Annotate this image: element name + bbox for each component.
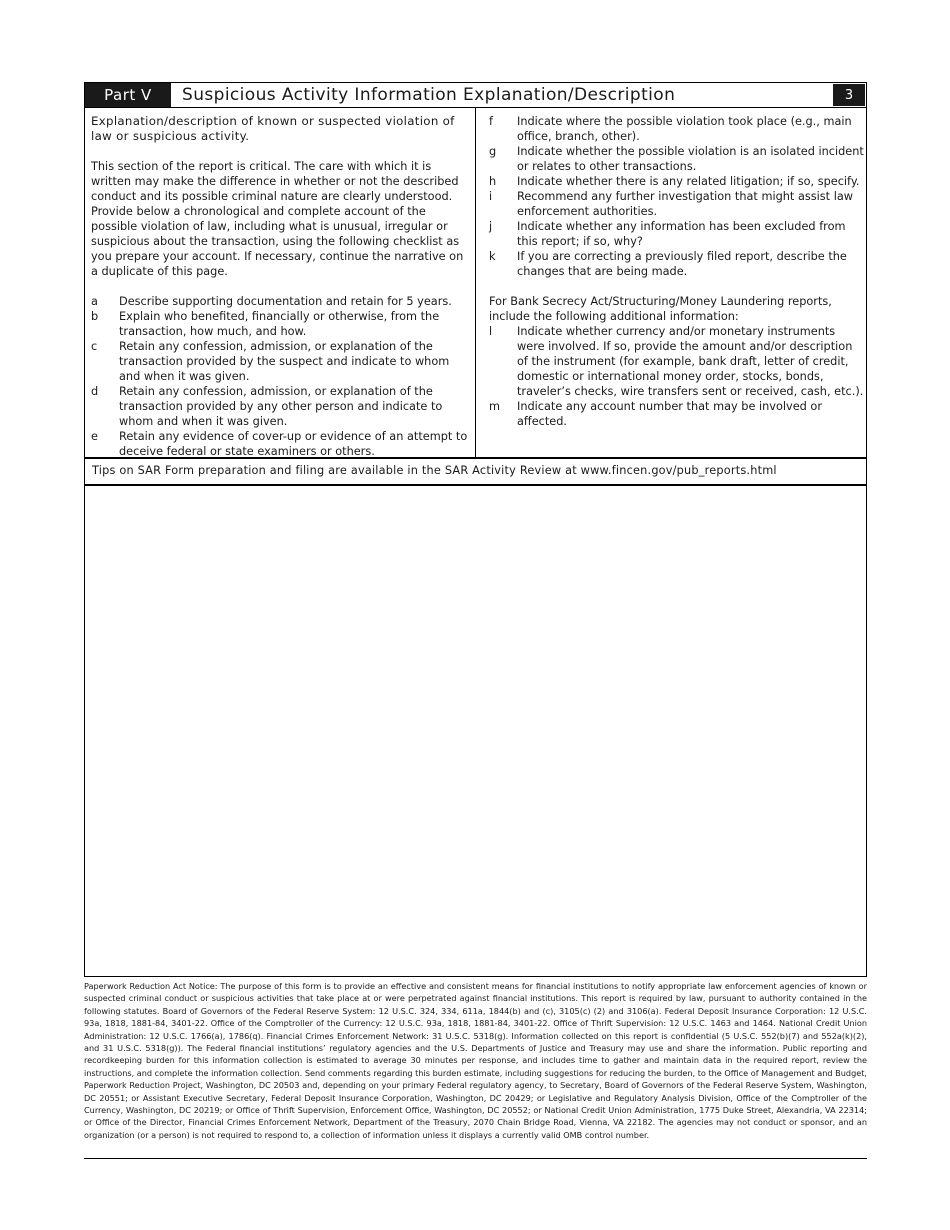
instructions-section	[84, 108, 867, 459]
item-letter: m	[489, 400, 501, 413]
intro-text: Explanation/description of known or suspected violation of law or suspicious activity.	[91, 114, 455, 143]
bottom-divider	[84, 1158, 867, 1159]
item-letter: a	[91, 295, 98, 308]
item-letter: l	[489, 325, 493, 338]
part-header	[84, 82, 867, 108]
item-text: Indicate whether any information has been excluded from this report; if so, why?	[517, 220, 846, 248]
list-item	[489, 219, 866, 249]
item-text: Explain who benefited, financially or otherwise, from the transaction, how much, and how.	[119, 310, 440, 338]
list-item	[91, 429, 470, 457]
item-letter: c	[91, 340, 98, 353]
list-item	[489, 174, 866, 189]
list-item	[489, 399, 866, 429]
item-text: Describe supporting documentation and retain for 5 years.	[119, 295, 452, 308]
instructions-left-column	[85, 108, 476, 457]
item-letter: j	[489, 220, 493, 233]
list-item	[489, 324, 866, 399]
item-letter: g	[489, 145, 497, 158]
list-item	[91, 294, 470, 309]
item-text: Retain any confession, admission, or explanation of the transaction provided by the suspect and indicate to whom and when it was given.	[119, 340, 450, 383]
narrative-input[interactable]	[85, 486, 866, 976]
item-letter: f	[489, 115, 493, 128]
item-letter: b	[91, 310, 99, 323]
sar-form-part-v	[84, 82, 867, 977]
list-item	[489, 189, 866, 219]
item-letter: k	[489, 250, 496, 263]
critical-paragraph: This section of the report is critical. The care with which it is written may make the difference in whether or not the described conduct and its possible criminal nature are clearly understood. Provide below a chronological and complete account of the possible violation of law, including what is unusual, irregular or suspicious about the transaction, using the following checklist as you prepare your account. If necessary, continue the narrative on a duplicate of this page.	[91, 160, 464, 278]
item-letter: d	[91, 385, 99, 398]
item-letter: e	[91, 430, 98, 443]
item-text: Retain any evidence of cover-up or evidence of an attempt to deceive federal or state examiners or others.	[119, 430, 468, 457]
list-item	[91, 339, 470, 384]
item-text: Recommend any further investigation that might assist law enforcement authorities.	[517, 190, 853, 218]
item-text: Indicate whether currency and/or monetary instruments were involved. If so, provide the amount and/or description of the instrument (for example, bank draft, letter of credit, domestic or international money order, stocks, bonds, traveler’s checks, wire transfers sent or received, cash, etc.).	[517, 325, 864, 398]
list-item	[489, 249, 866, 279]
item-text: Retain any confession, admission, or explanation of the transaction provided by any other person and indicate to whom and when it was given.	[119, 385, 443, 428]
item-text: Indicate whether there is any related litigation; if so, specify.	[517, 175, 860, 188]
list-item	[489, 144, 866, 174]
item-letter: h	[489, 175, 497, 188]
item-text: If you are correcting a previously filed report, describe the changes that are being made.	[517, 250, 847, 278]
checklist-bsa	[489, 324, 866, 429]
list-item	[91, 384, 470, 429]
narrative-box[interactable]	[84, 486, 867, 977]
paperwork-reduction-notice: Paperwork Reduction Act Notice: The purpose of this form is to provide an effective and consistent means for financial institutions to notify appropriate law enforcement agencies of known or suspected criminal conduct or suspicious activities that take place at or were perpetrated against financial institutions. This report is required by law, pursuant to authority contained in the following statutes. Board of Governors of the Federal Reserve System: 12 U.S.C. 324, 334, 611a, 1844(b) and (c), 3105(c) (2) and 3106(a). Federal Deposit Insurance Corporation: 12 U.S.C. 93a, 1818, 1881-84, 3401-22. Office of the Comptroller of the Currency: 12 U.S.C. 93a, 1818, 1881-84, 3401-22. Office of Thrift Supervision: 12 U.S.C. 1463 and 1464. National Credit Union Administration: 12 U.S.C. 1766(a), 1786(q). Financial Crimes Enforcement Network: 31 U.S.C. 5318(g). Information collected on this report is confidential (5 U.S.C. 552(b)(7) and 552a(k)(2), and 31 U.S.C. 5318(g)). The Federal financial institutions’ regulatory agencies and the U.S. Departments of Justice and Treasury may use and share the information. Public reporting and recordkeeping burden for this information collection is estimated to average 30 minutes per response, and includes time to gather and maintain data in the required report, review the instructions, and complete the information collection. Send comments regarding this burden estimate, including suggestions for reducing the burden, to the Office of Management and Budget, Paperwork Reduction Project, Washington, DC 20503 and, depending on your primary Federal regulatory agency, to Secretary, Board of Governors of the Federal Reserve System, Washington, DC 20551; or Assistant Executive Secretary, Federal Deposit Insurance Corporation, Washington, DC 20429; or Legislative and Regulatory Analysis Division, Office of the Comptroller of the Currency, Washington, DC 20219; or Office of Thrift Supervision, Enforcement Office, Washington, DC 20552; or National Credit Union Administration, 1775 Duke Street, Alexandria, VA 22314; or Office of the Director, Financial Crimes Enforcement Network, Department of the Treasury, 2070 Chain Bridge Road, Vienna, VA 22182. The agencies may not conduct or sponsor, and an organization (or a person) is not required to respond to, a collection of information unless it displays a currently valid OMB control number.	[84, 981, 867, 1140]
part-title: Suspicious Activity Information Explanation/Description	[182, 85, 676, 105]
list-item	[91, 309, 470, 339]
part-label: Part V	[85, 83, 171, 107]
item-text: Indicate any account number that may be involved or affected.	[517, 400, 822, 428]
checklist-left	[91, 294, 470, 457]
item-text: Indicate whether the possible violation is an isolated incident or relates to other transactions.	[517, 145, 864, 173]
tips-line: Tips on SAR Form preparation and filing are available in the SAR Activity Review at www.fincen.gov/pub_reports.html	[84, 459, 867, 486]
instructions-right-column	[476, 108, 866, 457]
item-text: Indicate where the possible violation took place (e.g., main office, branch, other).	[517, 115, 852, 143]
list-item	[489, 114, 866, 144]
bsa-intro-text: For Bank Secrecy Act/Structuring/Money Laundering reports, include the following additional information:	[489, 295, 832, 323]
checklist-right	[489, 114, 866, 279]
page-number: 3	[833, 84, 865, 106]
item-letter: i	[489, 190, 493, 203]
